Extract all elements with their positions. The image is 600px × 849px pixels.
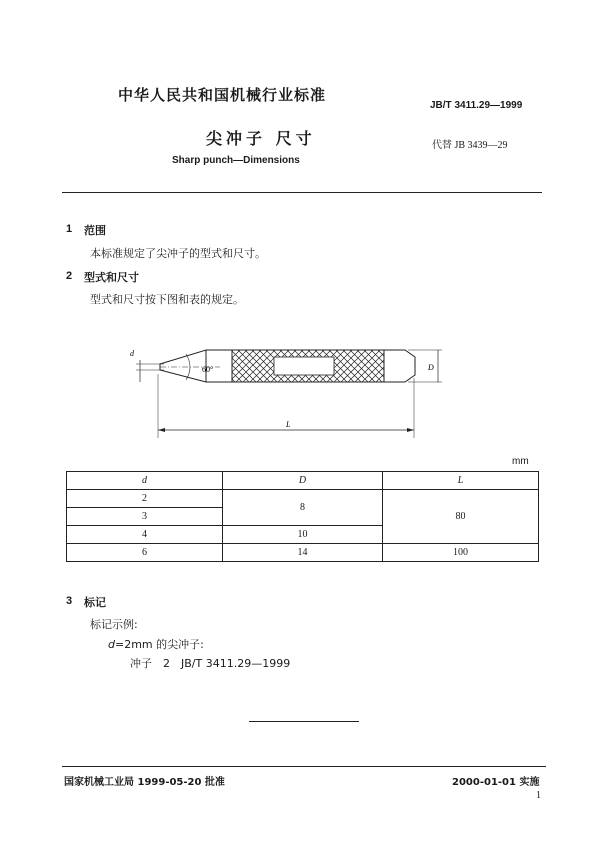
table-row xyxy=(67,544,539,562)
section-2-text: 型式和尺寸按下图和表的规定。 xyxy=(90,293,244,306)
english-title: Sharp punch—Dimensions xyxy=(172,155,300,166)
implementation-date: 2000-01-01 实施 xyxy=(452,777,540,788)
punch-tip xyxy=(160,350,206,382)
cell-D: 10 xyxy=(223,526,383,544)
label-D: D xyxy=(428,363,434,372)
label-angle: 60° xyxy=(202,365,214,374)
label-d: d xyxy=(130,349,134,358)
label-L: L xyxy=(286,420,291,429)
cell-L: 80 xyxy=(383,490,539,544)
unit-label: mm xyxy=(512,456,529,467)
body-flat xyxy=(274,357,334,375)
marking-example-mark: 冲子 2 JB/T 3411.29—1999 xyxy=(130,657,291,670)
cell-D: 8 xyxy=(223,490,383,526)
header-d: d xyxy=(67,472,223,490)
footer-divider xyxy=(62,766,546,767)
header-D: D xyxy=(223,472,383,490)
sharp-punch-drawing xyxy=(120,330,450,440)
marking-example-desc xyxy=(108,636,204,652)
standard-number: JB/T 3411.29—1999 xyxy=(430,100,523,111)
marking-example-desc-text: =2mm 的尖冲子: xyxy=(114,638,204,651)
dimensions-table xyxy=(66,471,539,562)
header-divider xyxy=(62,192,542,193)
cell-d: 6 xyxy=(67,544,223,562)
section-3-title: 标记 xyxy=(84,596,106,609)
header-L: L xyxy=(383,472,539,490)
end-divider xyxy=(249,721,359,722)
cell-d: 4 xyxy=(67,526,223,544)
section-1-number: 1 xyxy=(66,223,73,235)
section-2-number: 2 xyxy=(66,270,73,282)
page-number: 1 xyxy=(536,790,541,801)
cell-D: 14 xyxy=(223,544,383,562)
section-1-title: 范围 xyxy=(84,224,106,237)
table-header-row xyxy=(67,472,539,490)
approval-info: 国家机械工业局 1999-05-20 批准 xyxy=(64,777,225,788)
page-title: 尖冲子 尺寸 xyxy=(206,129,316,148)
cell-d: 2 xyxy=(67,490,223,508)
cell-d: 3 xyxy=(67,508,223,526)
cell-L: 100 xyxy=(383,544,539,562)
standard-organization: 中华人民共和国机械行业标准 xyxy=(118,86,327,104)
replaces-standard: 代替 JB 3439—29 xyxy=(432,140,508,151)
section-1-text: 本标准规定了尖冲子的型式和尺寸。 xyxy=(90,247,266,260)
section-2-title: 型式和尺寸 xyxy=(84,271,139,284)
section-3-number: 3 xyxy=(66,595,73,607)
table-row xyxy=(67,490,539,508)
marking-example-var: d xyxy=(108,638,115,651)
punch-head xyxy=(384,350,415,382)
marking-example-label: 标记示例: xyxy=(90,618,138,631)
